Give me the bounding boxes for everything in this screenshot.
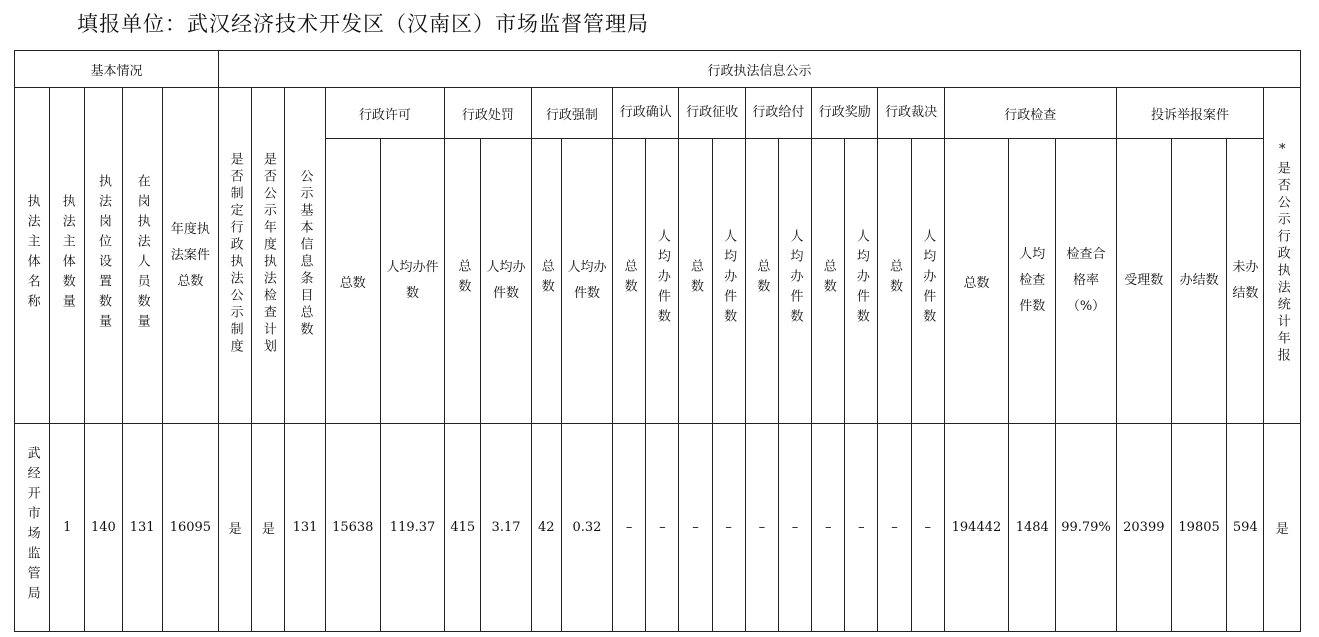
cell-complaint-closed: 19805: [1171, 424, 1226, 632]
cell-levy-per: –: [712, 424, 745, 632]
cat-reward: 行政奖励: [812, 88, 878, 139]
cat-levy: 行政征收: [679, 88, 745, 139]
sub-payment-per: 人均办件数: [778, 139, 811, 424]
cat-compulsory: 行政强制: [531, 88, 612, 139]
sub-confirm-per: 人均办件数: [646, 139, 679, 424]
cell-compulsory-total: 42: [531, 424, 561, 632]
cell-license-total: 15638: [325, 424, 380, 632]
cat-confirm: 行政确认: [613, 88, 679, 139]
cell-subject-name: 武经开市场监管局: [15, 424, 50, 632]
cell-system-made: 是: [219, 424, 252, 632]
col-staff-count: 在岗执法人员数量: [122, 88, 162, 424]
col-plan-published: 是否公示年度执法检查计划: [252, 88, 285, 424]
sub-penalty-per: 人均办件数: [481, 139, 531, 424]
col-annual-cases: 年度执法案件总数: [162, 88, 218, 424]
sub-reward-per: 人均办件数: [845, 139, 878, 424]
sub-inspection-rate: 检查合格率（%）: [1056, 139, 1116, 424]
table-row: [15, 424, 1301, 632]
enforcement-report-table: [14, 50, 1301, 632]
sub-compulsory-per: 人均办件数: [561, 139, 612, 424]
cell-complaint-accepted: 20399: [1116, 424, 1171, 632]
sub-reward-total: 总数: [812, 139, 845, 424]
sub-levy-per: 人均办件数: [712, 139, 745, 424]
cell-penalty-per: 3.17: [481, 424, 531, 632]
cell-confirm-per: –: [646, 424, 679, 632]
cell-post-count: 140: [85, 424, 122, 632]
cell-inspection-per: 1484: [1009, 424, 1056, 632]
sub-penalty-total: 总数: [445, 139, 481, 424]
col-subject-name: 执法主体名称: [15, 88, 50, 424]
report-title: 填报单位：武汉经济技术开发区（汉南区）市场监督管理局: [77, 12, 649, 36]
cell-payment-total: –: [745, 424, 778, 632]
cell-complaint-open: 594: [1227, 424, 1264, 632]
group-enforcement-publicity: 行政执法信息公示: [219, 51, 1301, 88]
cat-inspection: 行政检查: [944, 88, 1116, 139]
col-subject-count: 执法主体数量: [50, 88, 85, 424]
cell-compulsory-per: 0.32: [561, 424, 612, 632]
cat-complaint: 投诉举报案件: [1116, 88, 1264, 139]
cell-confirm-total: –: [613, 424, 646, 632]
cell-plan-published: 是: [252, 424, 285, 632]
cell-info-total: 131: [285, 424, 325, 632]
sub-compulsory-total: 总数: [531, 139, 561, 424]
col-annual-report: *是否公示行政执法统计年报: [1264, 88, 1301, 424]
cat-ruling: 行政裁决: [878, 88, 944, 139]
cell-ruling-total: –: [878, 424, 911, 632]
cell-staff-count: 131: [122, 424, 162, 632]
sub-license-total: 总数: [325, 139, 380, 424]
sub-confirm-total: 总数: [613, 139, 646, 424]
sub-payment-total: 总数: [745, 139, 778, 424]
sub-levy-total: 总数: [679, 139, 712, 424]
col-info-total: 公示基本信息条目总数: [285, 88, 325, 424]
cell-subject-count: 1: [50, 424, 85, 632]
cell-license-per: 119.37: [380, 424, 444, 632]
cell-inspection-rate: 99.79%: [1056, 424, 1116, 632]
group-basic-info: 基本情况: [15, 51, 219, 88]
col-system-made: 是否制定行政执法公示制度: [219, 88, 252, 424]
sub-complaint-accepted: 受理数: [1116, 139, 1171, 424]
cell-payment-per: –: [778, 424, 811, 632]
cell-inspection-total: 194442: [944, 424, 1008, 632]
sub-ruling-per: 人均办件数: [911, 139, 944, 424]
cell-reward-per: –: [845, 424, 878, 632]
cell-ruling-per: –: [911, 424, 944, 632]
sub-complaint-closed: 办结数: [1171, 139, 1226, 424]
sub-license-per: 人均办件数: [380, 139, 444, 424]
col-post-count: 执法岗位设置数量: [85, 88, 122, 424]
sub-inspection-total: 总数: [944, 139, 1008, 424]
cell-penalty-total: 415: [445, 424, 481, 632]
cell-levy-total: –: [679, 424, 712, 632]
cat-payment: 行政给付: [745, 88, 811, 139]
cell-annual-cases: 16095: [162, 424, 218, 632]
cat-license: 行政许可: [325, 88, 445, 139]
sub-complaint-open: 未办结数: [1227, 139, 1264, 424]
cell-reward-total: –: [812, 424, 845, 632]
cat-penalty: 行政处罚: [445, 88, 531, 139]
sub-inspection-per: 人均检查件数: [1009, 139, 1056, 424]
sub-ruling-total: 总数: [878, 139, 911, 424]
cell-annual-report: 是: [1264, 424, 1301, 632]
